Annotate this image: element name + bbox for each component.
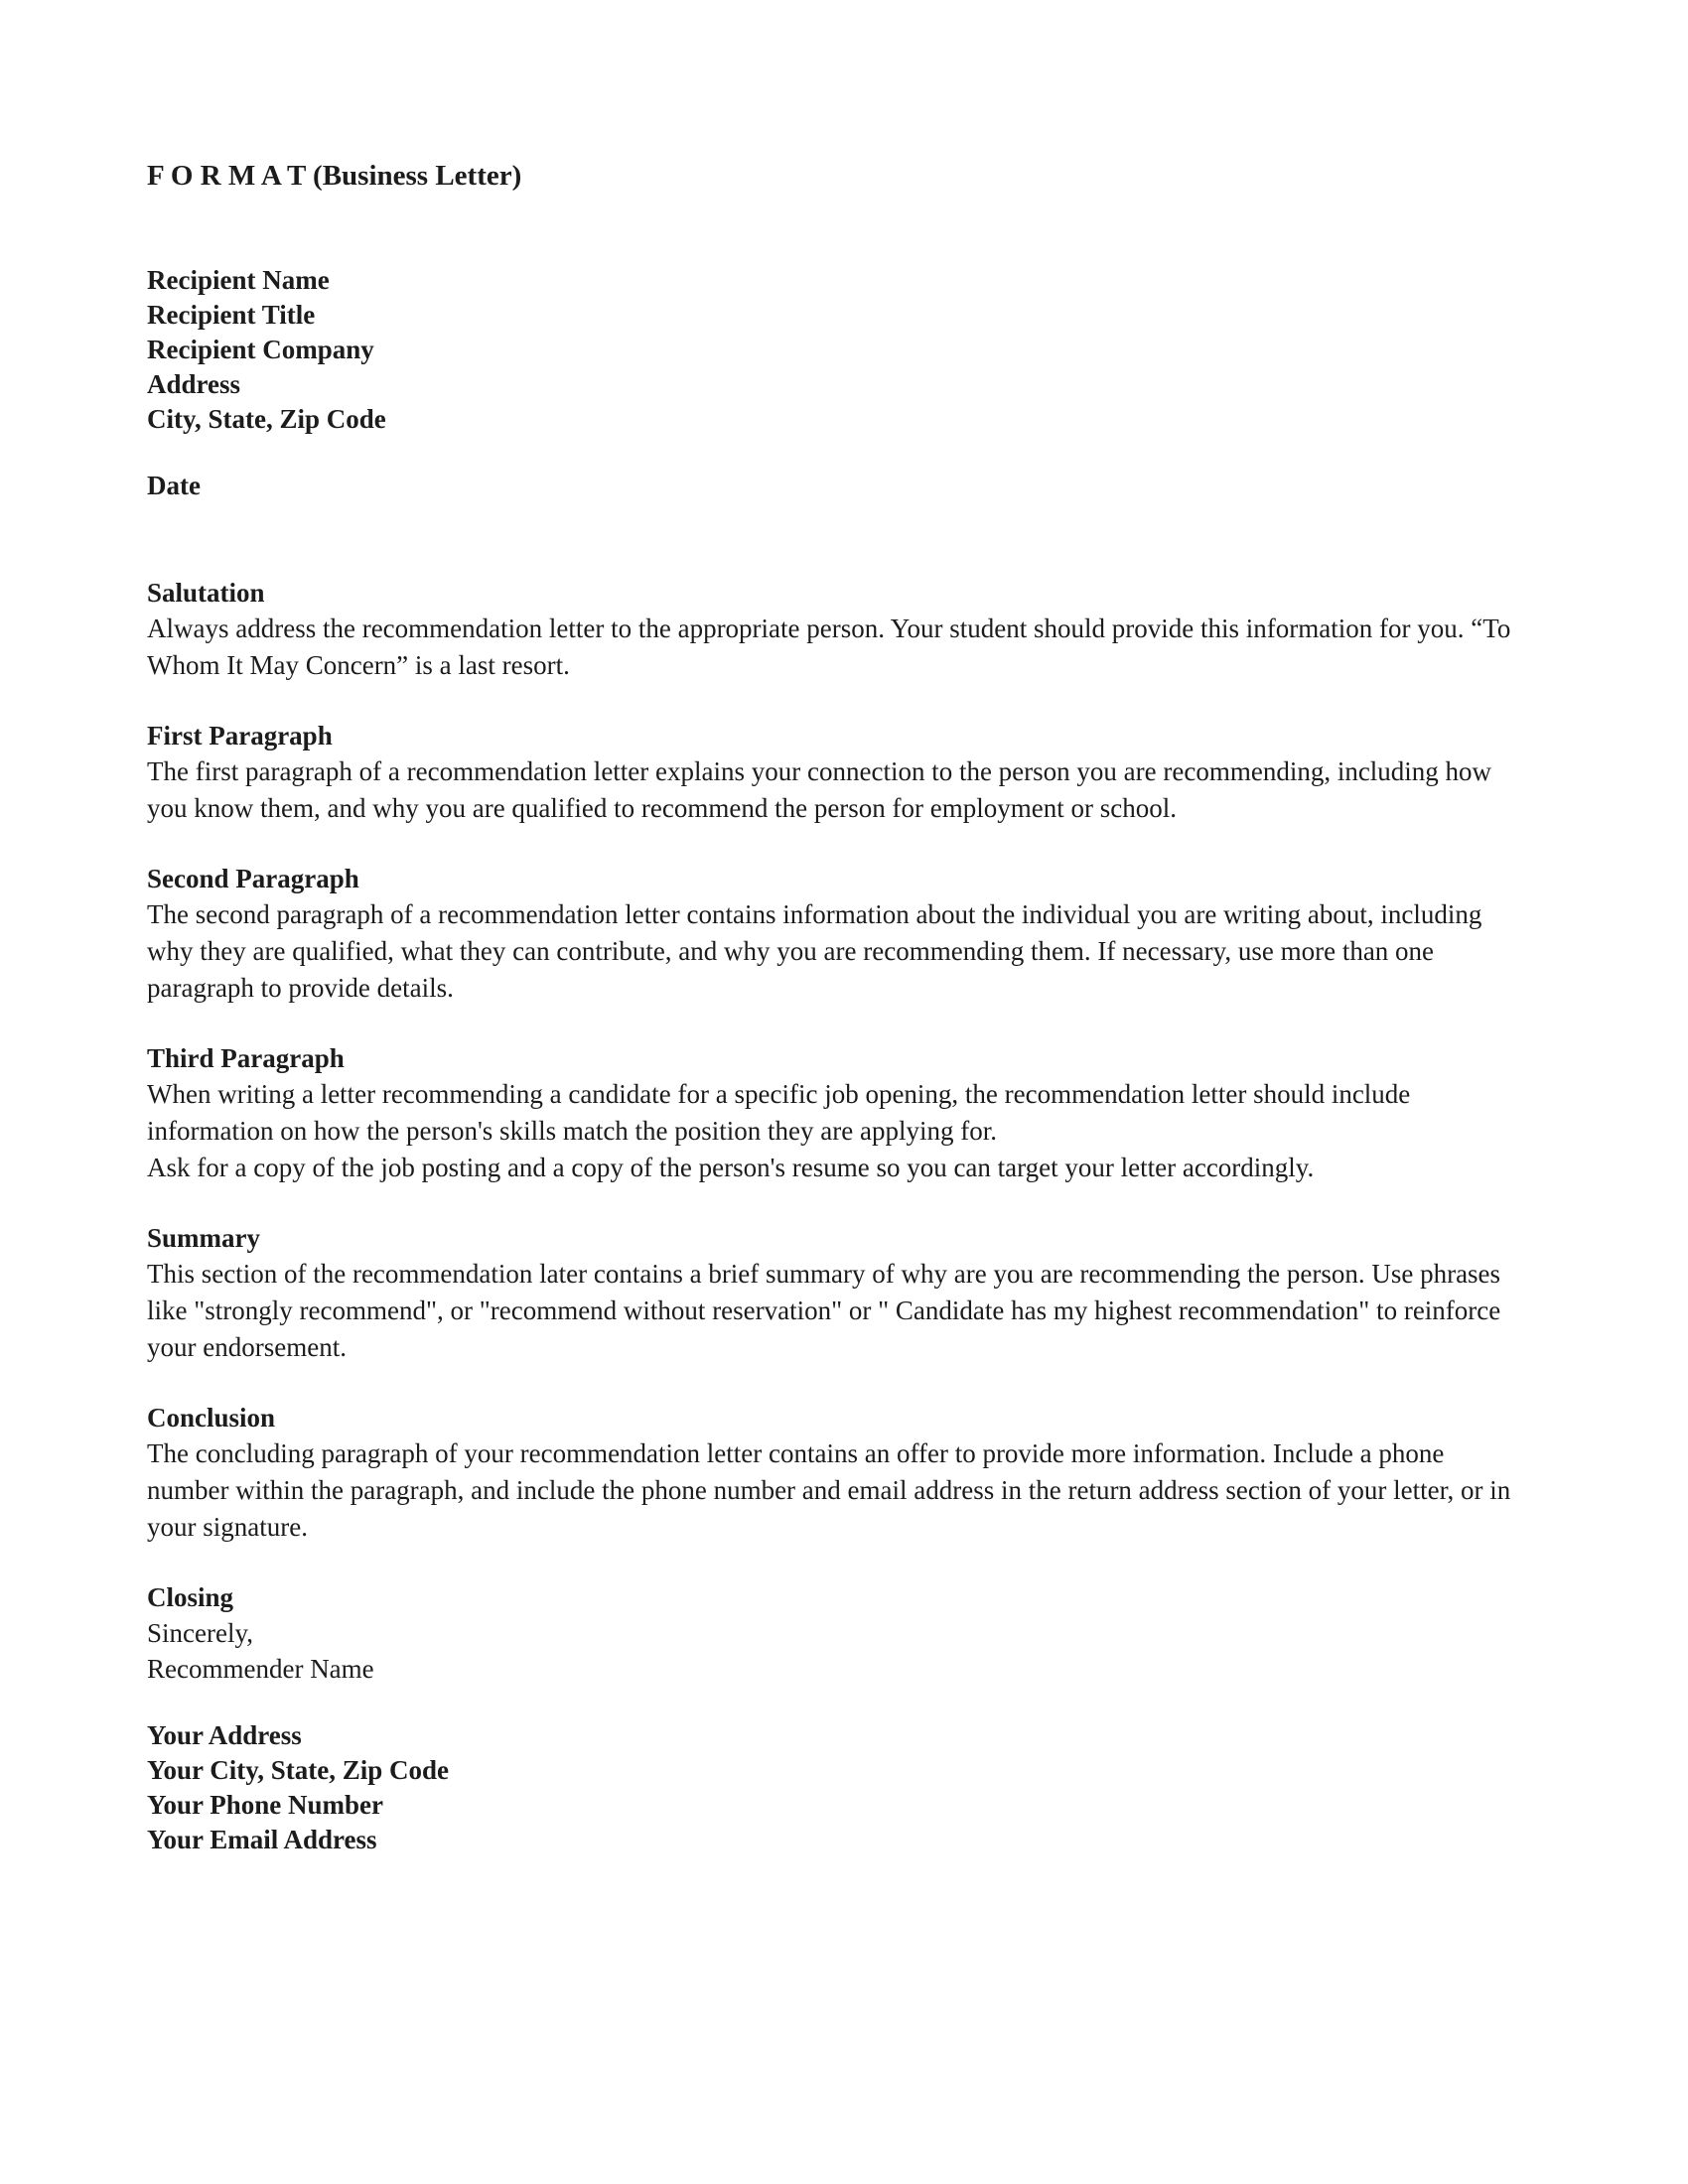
section-conclusion [147,1400,1537,1546]
section-paragraph-salutation-1: Always address the recommendation letter to the appropriate person. Your student should provide this information for you. “To Whom It May Concern” is a last resort. [147,613,1511,680]
recipient-address-line: Address [147,368,241,399]
section-third-paragraph [147,1040,1537,1186]
sender-phone-line: Your Phone Number [147,1789,384,1820]
section-closing [147,1579,1537,1687]
spacer-title [147,194,1537,263]
spacer-section-1 [147,684,1537,718]
section-heading-third-paragraph: Third Paragraph [147,1042,345,1073]
sender-address-line: Your Address [147,1719,302,1750]
section-heading-salutation: Salutation [147,577,265,608]
section-heading-first-paragraph: First Paragraph [147,720,333,751]
recipient-name-line: Recipient Name [147,264,330,295]
section-summary [147,1220,1537,1366]
section-salutation [147,575,1537,684]
recipient-address-block [147,263,1537,437]
spacer-section-6 [147,1546,1537,1579]
sender-email-line: Your Email Address [147,1824,377,1854]
section-paragraph-second-1: The second paragraph of a recommendation letter contains information about the individual you are writing about, including why they are qualified, what they can contribute, and why you are recommending them. If necessary, use more than one paragraph to provide details. [147,898,1482,1003]
recipient-company-line: Recipient Company [147,334,374,364]
page-title: F O R M A T (Business Letter) [147,160,522,192]
sender-address-block [147,1718,1537,1857]
spacer-date [147,503,1537,575]
section-first-paragraph [147,718,1537,827]
section-heading-closing: Closing [147,1581,234,1612]
section-paragraph-summary-1: This section of the recommendation later contains a brief summary of why are you are recommending the person. Use phrases like "strongly recommend", or "recommend without reservation" or " Candidate has my highest recommendation" to reinforce your endorsement. [147,1258,1501,1362]
spacer-closing [147,1687,1537,1718]
recipient-city-state-zip-line: City, State, Zip Code [147,403,386,434]
section-paragraph-conclusion-1: The concluding paragraph of your recommendation letter contains an offer to provide more information. Include a phone number within the paragraph, and include the phone number and email address in the return address section of your letter, or in your signature. [147,1437,1511,1542]
document-content [147,159,1537,1857]
spacer-section-3 [147,1007,1537,1040]
closing-salutation-line: Sincerely, [147,1617,253,1648]
spacer-recipient [147,437,1537,469]
section-paragraph-third-2: Ask for a copy of the job posting and a copy of the person's resume so you can target your letter accordingly. [147,1152,1315,1182]
sender-city-state-zip-line: Your City, State, Zip Code [147,1754,450,1785]
spacer-section-4 [147,1186,1537,1220]
section-heading-conclusion: Conclusion [147,1402,276,1433]
closing-signature-line: Recommender Name [147,1653,374,1684]
section-paragraph-first-1: The first paragraph of a recommendation letter explains your connection to the person you are recommending, including how you know them, and why you are qualified to recommend the person for employment or school. [147,755,1492,823]
spacer-section-5 [147,1366,1537,1400]
date-label: Date [147,470,201,500]
section-heading-second-paragraph: Second Paragraph [147,863,359,893]
section-heading-summary: Summary [147,1222,260,1253]
spacer-section-2 [147,827,1537,861]
section-paragraph-third-1: When writing a letter recommending a candidate for a specific job opening, the recommendation letter should include information on how the person's skills match the position they are applying for. [147,1078,1411,1146]
section-second-paragraph [147,861,1537,1007]
recipient-title-line: Recipient Title [147,299,316,330]
